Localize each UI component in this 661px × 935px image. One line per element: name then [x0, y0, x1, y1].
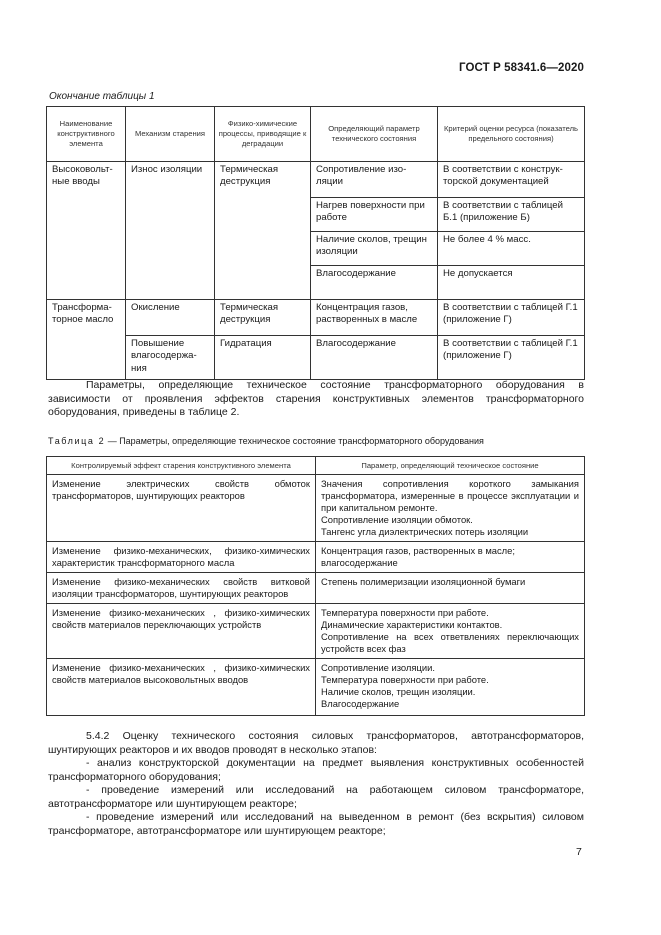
table-cell	[47, 232, 126, 266]
table-cell	[47, 266, 126, 300]
list-item: - анализ конструкторской документации на предмет выявления конструктивных особенностей трансформаторного оборудования;	[48, 757, 584, 783]
table-row	[47, 659, 585, 716]
table-cell: Влагосодержание	[311, 336, 438, 380]
table-cell: Наличие сколов, трещин изоляции	[311, 232, 438, 266]
section-5-4-2-item	[48, 757, 584, 784]
table2-caption	[48, 436, 484, 446]
table-cell: Трансформа-торное масло	[47, 300, 126, 336]
table-cell: Сопротивление изо-ляции	[311, 162, 438, 198]
table-row	[47, 266, 585, 300]
table-row	[47, 604, 585, 659]
table-cell: Термическая деструкция	[215, 162, 311, 198]
table-cell: Концентрация газов, растворенных в масле	[311, 300, 438, 336]
table-cell	[316, 542, 585, 573]
param-line: Концентрация газов, растворенных в масле;	[321, 545, 515, 556]
table-cell: Изменение физико-механических , физико-химических свойств материалов переключающих устройств	[47, 604, 316, 659]
table-row	[47, 336, 585, 380]
table-cell	[316, 475, 585, 542]
page-number: 7	[576, 846, 582, 858]
paragraph-text: 5.4.2 Оценку технического состояния силовых трансформаторов, автотрансформаторов, шунтирующих реакторов и их вводов проводят в несколько этапов:	[48, 730, 584, 756]
table-cell	[126, 198, 215, 232]
table1	[46, 106, 585, 380]
table1-header-row	[47, 107, 585, 162]
table-cell	[47, 336, 126, 380]
table1-header-cell: Наименование конструктивного элемента	[47, 107, 126, 162]
list-item: - проведение измерений или исследований на работающем силовом трансформаторе, автотрансформаторе или шунтирующем реакторе;	[48, 784, 584, 810]
table-cell	[316, 659, 585, 716]
table-cell: Нагрев поверхности при работе	[311, 198, 438, 232]
table-cell: В соответствии с таблицей Г.1 (приложение Г)	[438, 300, 585, 336]
param-line: Наличие сколов, трещин изоляции.	[321, 686, 476, 697]
table1-caption: Окончание таблицы 1	[49, 91, 155, 102]
paragraph-table2-intro	[48, 379, 584, 420]
param-line: Сопротивление на всех ответвлениях переключающих устройств всех фаз	[321, 631, 579, 654]
table-cell: В соответствии с таблицей Г.1 (приложение Г)	[438, 336, 585, 380]
param-line: Степень полимеризации изоляционной бумаги	[321, 576, 526, 587]
param-line: Температура поверхности при работе.	[321, 607, 489, 618]
document-code: ГОСТ Р 58341.6—2020	[459, 62, 584, 74]
table-cell: Износ изоляции	[126, 162, 215, 198]
table-row	[47, 300, 585, 336]
table1-header-cell: Критерий оценки ресурса (показатель предельного состояния)	[438, 107, 585, 162]
table2-caption-text: — Параметры, определяющие техническое состояние трансформаторного оборудования	[105, 436, 484, 446]
param-line: Сопротивление изоляции.	[321, 662, 435, 673]
section-5-4-2-item	[48, 811, 584, 838]
table-cell: Не более 4 % масс.	[438, 232, 585, 266]
list-item: - проведение измерений или исследований на выведенном в ремонт (без вскрытия) силовом трансформаторе, автотрансформаторе или шунтирующем реакторе;	[48, 811, 584, 837]
table-cell	[126, 232, 215, 266]
table-cell	[47, 198, 126, 232]
table-cell: Повышение влагосодержа-ния	[126, 336, 215, 380]
table-cell: Изменение электрических свойств обмоток трансформаторов, шунтирующих реакторов	[47, 475, 316, 542]
table-row	[47, 573, 585, 604]
table1-header-cell: Определяющий параметр технического состояния	[311, 107, 438, 162]
table-cell: Высоковольт-ные вводы	[47, 162, 126, 198]
param-line: влагосодержание	[321, 557, 398, 568]
table-cell: Термическая деструкция	[215, 300, 311, 336]
table1-header-cell: Механизм старения	[126, 107, 215, 162]
table-cell	[126, 266, 215, 300]
table-row	[47, 475, 585, 542]
param-line: Динамические характеристики контактов.	[321, 619, 503, 630]
section-5-4-2-item	[48, 784, 584, 811]
table-cell: Не допускается	[438, 266, 585, 300]
param-line: Тангенс угла диэлектрических потерь изоляции	[321, 526, 529, 537]
paragraph-text: Параметры, определяющие техническое состояние трансформаторного оборудования в зависимости от проявления эффектов старения конструктивных элементов трансформаторного оборудования, приведены в таблице 2.	[48, 379, 584, 419]
param-line: Влагосодержание	[321, 698, 400, 709]
table-cell: Окисление	[126, 300, 215, 336]
param-line: Значения сопротивления короткого замыкания трансформатора, измеренные в процессе эксплуатации и при капитальном ремонте.	[321, 478, 579, 513]
table-row	[47, 198, 585, 232]
table-cell	[215, 232, 311, 266]
table1-header-cell: Физико-химические процессы, приводящие к деградации	[215, 107, 311, 162]
table-cell: Изменение физико-механических свойств витковой изоляции трансформаторов, шунтирующих реакторов	[47, 573, 316, 604]
table-cell	[215, 266, 311, 300]
table-cell: Гидратация	[215, 336, 311, 380]
table-cell: В соответствии с таблицей Б.1 (приложение Б)	[438, 198, 585, 232]
table-cell	[316, 604, 585, 659]
table2-caption-label: Таблица 2	[48, 436, 106, 446]
table2-header-cell: Параметр, определяющий техническое состояние	[316, 457, 585, 475]
table-cell: В соответствии с конструк-торской документацией	[438, 162, 585, 198]
table-cell	[316, 573, 585, 604]
param-line: Температура поверхности при работе.	[321, 674, 489, 685]
table-row	[47, 542, 585, 573]
table2	[46, 456, 585, 716]
table-cell: Влагосодержание	[311, 266, 438, 300]
table-cell: Изменение физико-механических, физико-химических характеристик трансформаторного масла	[47, 542, 316, 573]
section-5-4-2-intro	[48, 730, 584, 757]
table-row	[47, 232, 585, 266]
table2-header-cell: Контролируемый эффект старения конструктивного элемента	[47, 457, 316, 475]
table-cell	[215, 198, 311, 232]
table-cell: Изменение физико-механических , физико-химических свойств материалов высоковольтных вводов	[47, 659, 316, 716]
table-row	[47, 162, 585, 198]
param-line: Сопротивление изоляции обмоток.	[321, 514, 473, 525]
table2-header-row	[47, 457, 585, 475]
